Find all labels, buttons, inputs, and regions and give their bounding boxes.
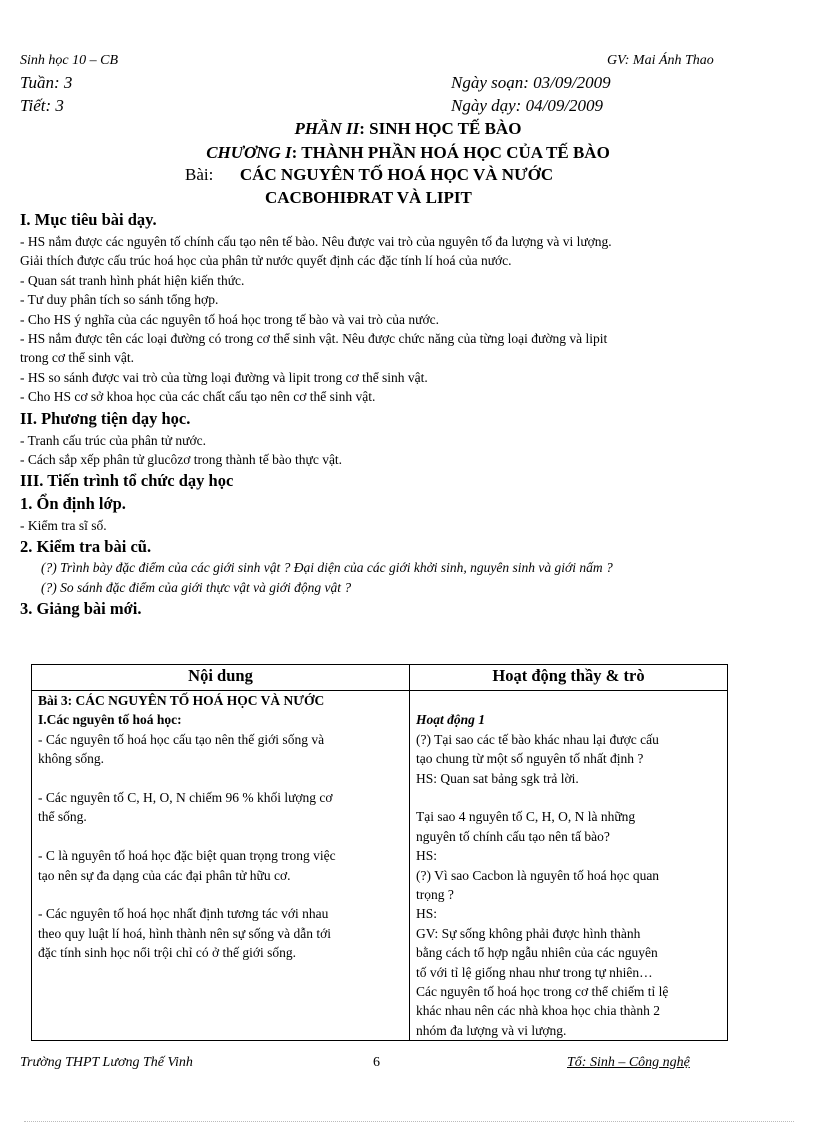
content-line: đặc tính sinh học nổi trội chỉ có ở thế giới sống. — [38, 945, 296, 961]
content-line: - Các nguyên tố hoá học cấu tạo nên thế giới sống và — [38, 731, 325, 747]
activity-spacer — [416, 691, 721, 710]
activity-line: tố với tỉ lệ giống nhau như trong tự nhiên… — [416, 964, 653, 980]
chapter-prefix: CHƯƠNG I — [206, 143, 292, 162]
activity-line: (?) Vì sao Cacbon là nguyên tố hoá học quan — [416, 867, 660, 883]
section-heading: I.Các nguyên tố hoá học: — [38, 712, 182, 728]
lesson-heading: Bài 3: CÁC NGUYÊN TỐ HOÁ HỌC VÀ NƯỚC — [38, 693, 325, 708]
activity-line: nguyên tố chính cấu tạo nên tấ bào? — [416, 828, 610, 844]
teacher-label: GV: Mai Ánh Thao — [607, 53, 714, 68]
lesson-table — [31, 664, 728, 1041]
stabilize-heading: 1. Ổn định lớp. — [20, 494, 126, 513]
footer-department: Tổ: Sinh – Công nghệ — [567, 1055, 690, 1070]
part-prefix: PHẦN II — [294, 119, 360, 138]
objective-line: Giải thích được cấu trúc hoá học của phân tử nước quyết định các đặc tính lí hoá của nước. — [20, 253, 512, 269]
objective-line: - Cho HS ý nghĩa của các nguyên tố hoá học trong tế bào và vai trò của nước. — [20, 311, 439, 327]
activity-line: Các nguyên tố hoá học trong cơ thể chiếm tỉ lệ — [416, 984, 669, 1000]
chapter-title — [0, 143, 816, 163]
objectives-list — [20, 232, 612, 407]
col-activity-header: Hoạt động thầy & trò — [410, 665, 728, 691]
means-heading: II. Phương tiện dạy học. — [20, 409, 191, 428]
objective-line: - HS nắm được các nguyên tố chính cấu tạo nên tế bào. Nêu được vai trò của nguyên tố đa lượng và vi lượng. — [20, 234, 612, 249]
chapter-text: : THÀNH PHẦN HOÁ HỌC CỦA TẾ BÀO — [291, 143, 610, 162]
activity-line: GV: Sự sống không phải được hình thành — [416, 925, 641, 941]
objective-line: trong cơ thể sinh vật. — [20, 350, 134, 366]
objective-line: - Tư duy phân tích so sánh tổng hợp. — [20, 292, 219, 308]
process-heading: III. Tiến trình tổ chức dạy học — [20, 471, 234, 490]
review-question-2: (?) So sánh đặc điểm của giới thực vật và giới động vật ? — [41, 580, 352, 595]
week-label: Tuần: 3 — [20, 73, 73, 92]
objective-line: - HS nắm được tên các loại đường có trong cơ thể sinh vật. Nêu được chức năng của từng loại đường và lipit — [20, 331, 608, 347]
part-title — [0, 119, 816, 139]
page-number: 6 — [373, 1055, 380, 1070]
means-line: - Tranh cấu trúc của phân tử nước. — [20, 433, 206, 448]
content-line: không sống. — [38, 751, 105, 767]
content-spacer — [38, 769, 403, 788]
activity-line: HS: — [416, 848, 438, 864]
activity-line: (?) Tại sao các tế bào khác nhau lại được cấu — [416, 731, 659, 747]
taught-date: Ngày dạy: 04/09/2009 — [451, 96, 604, 115]
activity-line: Tại sao 4 nguyên tố C, H, O, N là những — [416, 809, 636, 825]
review-question-1: (?) Trình bày đặc điểm của các giới sinh vật ? Đại diện của các giới khởi sinh, nguyên sinh và giới nấm ? — [41, 560, 613, 575]
activity-cell — [410, 691, 728, 1041]
objective-line: - HS so sánh được vai trò của từng loại đường và lipit trong cơ thể sinh vật. — [20, 369, 428, 385]
content-line: theo quy luật lí hoá, hình thành nên sự sống và dẫn tới — [38, 925, 332, 941]
footer-school: Trường THPT Lương Thế Vinh — [20, 1055, 193, 1070]
review-heading: 2. Kiểm tra bài cũ. — [20, 537, 152, 556]
activity-line: tạo chung từ một số nguyên tố nhất định ? — [416, 751, 644, 767]
lesson-line1: CÁC NGUYÊN TỐ HOÁ HỌC VÀ NƯỚC — [239, 165, 554, 184]
activity-line: HS: Quan sat bảng sgk trả lời. — [416, 770, 579, 786]
activity-line: nhóm đa lượng và vi lượng. — [416, 1022, 567, 1038]
period-label: Tiết: 3 — [20, 96, 64, 115]
prepared-date: Ngày soạn: 03/09/2009 — [451, 73, 611, 92]
activity-line: khác nhau nên các nhà khoa học chia thành 2 — [416, 1003, 661, 1019]
content-cell — [32, 691, 410, 1041]
means-line: - Cách sắp xếp phân tử glucôzơ trong thành tế bào thực vật. — [20, 452, 343, 468]
objective-line: - Cho HS cơ sở khoa học của các chất cấu tạo nên cơ thể sinh vật. — [20, 389, 376, 405]
content-line: tạo nên sự đa dạng của các đại phân tử hữu cơ. — [38, 867, 291, 883]
stabilize-line: - Kiểm tra sĩ số. — [20, 518, 107, 533]
content-line: - Các nguyên tố hoá học nhất định tương tác với nhau — [38, 906, 329, 922]
content-spacer — [38, 827, 403, 846]
content-line: - Các nguyên tố C, H, O, N chiếm 96 % khối lượng cơ — [38, 790, 333, 806]
activity-title: Hoạt động 1 — [416, 712, 486, 728]
lesson-line2: CACBOHIĐRAT VÀ LIPIT — [265, 188, 472, 207]
activity-spacer — [416, 788, 721, 807]
col-content-header: Nội dung — [32, 665, 410, 691]
objective-line: - Quan sát tranh hình phát hiện kiến thức. — [20, 272, 245, 288]
new-lesson-heading: 3. Giảng bài mới. — [20, 599, 142, 618]
page-edge-divider — [24, 1121, 794, 1122]
activity-line: bằng cách tổ hợp ngẫu nhiên của các nguyên — [416, 945, 658, 961]
means-list — [20, 431, 342, 470]
activity-line: trọng ? — [416, 887, 454, 903]
lesson-prefix: Bài: — [185, 165, 214, 184]
content-line: - C là nguyên tố hoá học đặc biệt quan trọng trong việc — [38, 848, 336, 864]
part-text: : SINH HỌC TẾ BÀO — [359, 119, 522, 138]
lesson-title — [185, 165, 553, 185]
objectives-heading: I. Mục tiêu bài dạy. — [20, 210, 157, 229]
content-line: thể sống. — [38, 809, 87, 825]
activity-line: HS: — [416, 906, 438, 922]
subject-label: Sinh học 10 – CB — [20, 53, 118, 68]
content-spacer — [38, 885, 403, 904]
